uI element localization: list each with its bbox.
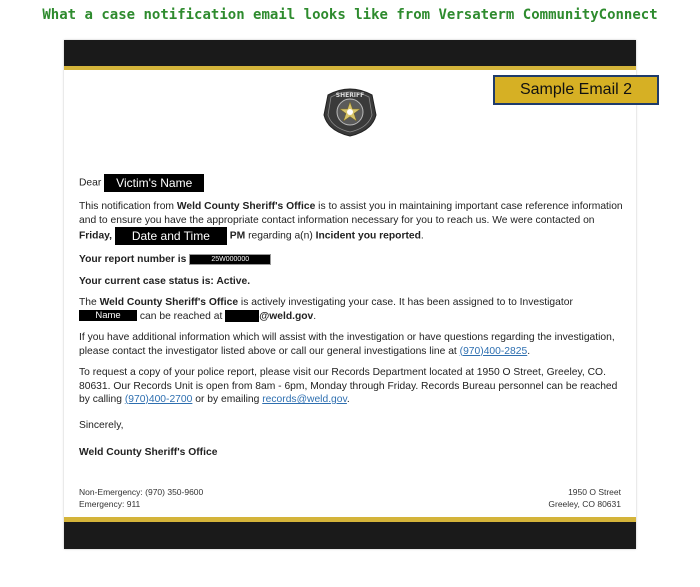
date-time-redaction: Date and Time bbox=[115, 227, 227, 245]
case-status-line: Your current case status is: Active. bbox=[79, 275, 251, 287]
victim-name-redaction: Victim's Name bbox=[104, 174, 204, 192]
records-email-link[interactable]: records@weld.gov bbox=[262, 394, 347, 405]
email-card bbox=[64, 40, 636, 549]
email-body bbox=[79, 174, 624, 468]
investigations-phone-link[interactable]: (970)400-2825 bbox=[459, 345, 528, 357]
footer-phones: Non-Emergency: (970) 350-9600 Emergency: 911 bbox=[79, 487, 204, 509]
email-footer-bar bbox=[64, 522, 636, 549]
email-header-stripe bbox=[64, 66, 636, 70]
email-header-bar bbox=[64, 40, 636, 66]
salutation: Dear Victim's Name bbox=[79, 174, 624, 192]
report-number-line: Your report number is 25W000000 bbox=[79, 253, 624, 267]
intro-paragraph: This notification from Weld County Sheriff's Office is to assist you in maintaining important case reference information and to ensure you have the appropriate contact information necessary for you to reach us. We were contacted on Friday, Date and Time PM regarding a(n) Incident you reported. bbox=[79, 201, 623, 243]
report-number-redaction: 25W000000 bbox=[189, 254, 271, 265]
records-phone-link[interactable]: (970)400-2700 bbox=[124, 394, 193, 405]
sheriff-star-badge-icon bbox=[322, 85, 378, 137]
investigator-email-redaction bbox=[225, 310, 259, 322]
sample-email-label: Sample Email 2 bbox=[493, 75, 659, 105]
sheriff-badge-lettering: SHERIFF bbox=[335, 92, 365, 99]
page-title: What a case notification email looks like from Versaterm CommunityConnect bbox=[42, 7, 658, 23]
signature: Weld County Sheriff's Office bbox=[79, 447, 218, 458]
investigator-name-redaction: Name bbox=[79, 310, 137, 321]
contact-paragraph: If you have additional information which will assist with the investigation or have questions regarding the investigation, please contact the investigator listed above or call our general investigations line at (970)400-2825. bbox=[79, 332, 615, 357]
footer-address: 1950 O Street Greeley, CO 80631 bbox=[548, 487, 621, 509]
closing: Sincerely, bbox=[79, 419, 124, 431]
records-paragraph: To request a copy of your police report, please visit our Records Department located at 1950 O Street, Greeley, CO. 80631. Our Records Unit is open from 8am - 6pm, Monday through Friday. Records Bureau personnel can be reached by calling (970)400-2700 or by emailing records@weld.gov. bbox=[79, 367, 618, 405]
investigation-paragraph: The Weld County Sheriff's Office is actively investigating your case. It has been assigned to to Investigator Name can be reached at @weld.gov. bbox=[79, 297, 573, 322]
